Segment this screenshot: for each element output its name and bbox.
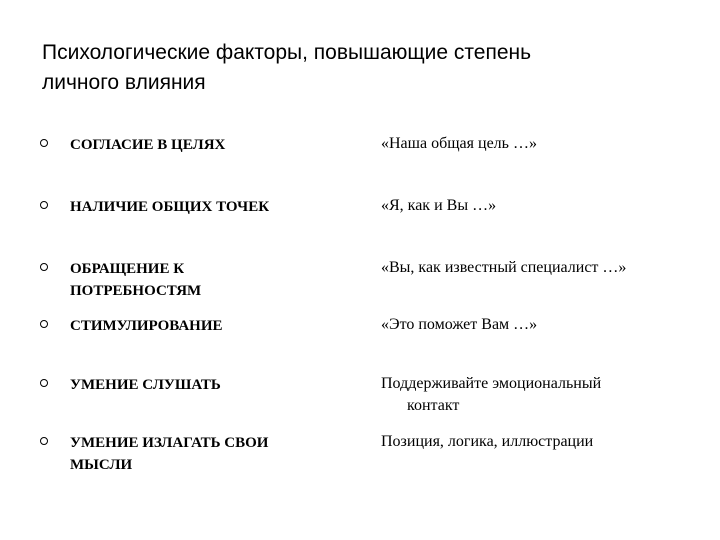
bullet-icon — [40, 263, 48, 271]
factor-label: НАЛИЧИЕ ОБЩИХ ТОЧЕК — [70, 199, 270, 215]
slide-title — [42, 38, 682, 98]
factor-label: СОГЛАСИЕ В ЦЕЛЯХ — [70, 137, 226, 153]
title-line-1: Психологические факторы, повышающие степень — [42, 41, 532, 64]
factor-example: «Вы, как известный специалист …» — [381, 259, 627, 276]
example-line-1: Поддерживайте эмоциональный — [381, 375, 602, 392]
bullet-icon — [40, 320, 48, 328]
factor-example: «Я, как и Вы …» — [381, 197, 497, 214]
bullet-icon — [40, 437, 48, 445]
factor-label: СТИМУЛИРОВАНИЕ — [70, 318, 223, 334]
factor-label: УМЕНИЕ ИЗЛАГАТЬ СВОИ МЫСЛИ — [70, 435, 269, 473]
factor-example: «Это поможет Вам …» — [381, 316, 538, 333]
factor-example: «Наша общая цель …» — [381, 135, 537, 152]
bullet-icon — [40, 139, 48, 147]
bullet-icon — [40, 379, 48, 387]
factor-example: Позиция, логика, иллюстрации — [381, 433, 594, 450]
example-line-2: контакт — [407, 397, 460, 414]
factor-label: УМЕНИЕ СЛУШАТЬ — [70, 377, 221, 393]
factor-example — [381, 373, 681, 417]
factor-label: ОБРАЩЕНИЕ К ПОТРЕБНОСТЯМ — [70, 261, 202, 299]
bullet-icon — [40, 201, 48, 209]
title-line-2: личного влияния — [42, 71, 206, 94]
